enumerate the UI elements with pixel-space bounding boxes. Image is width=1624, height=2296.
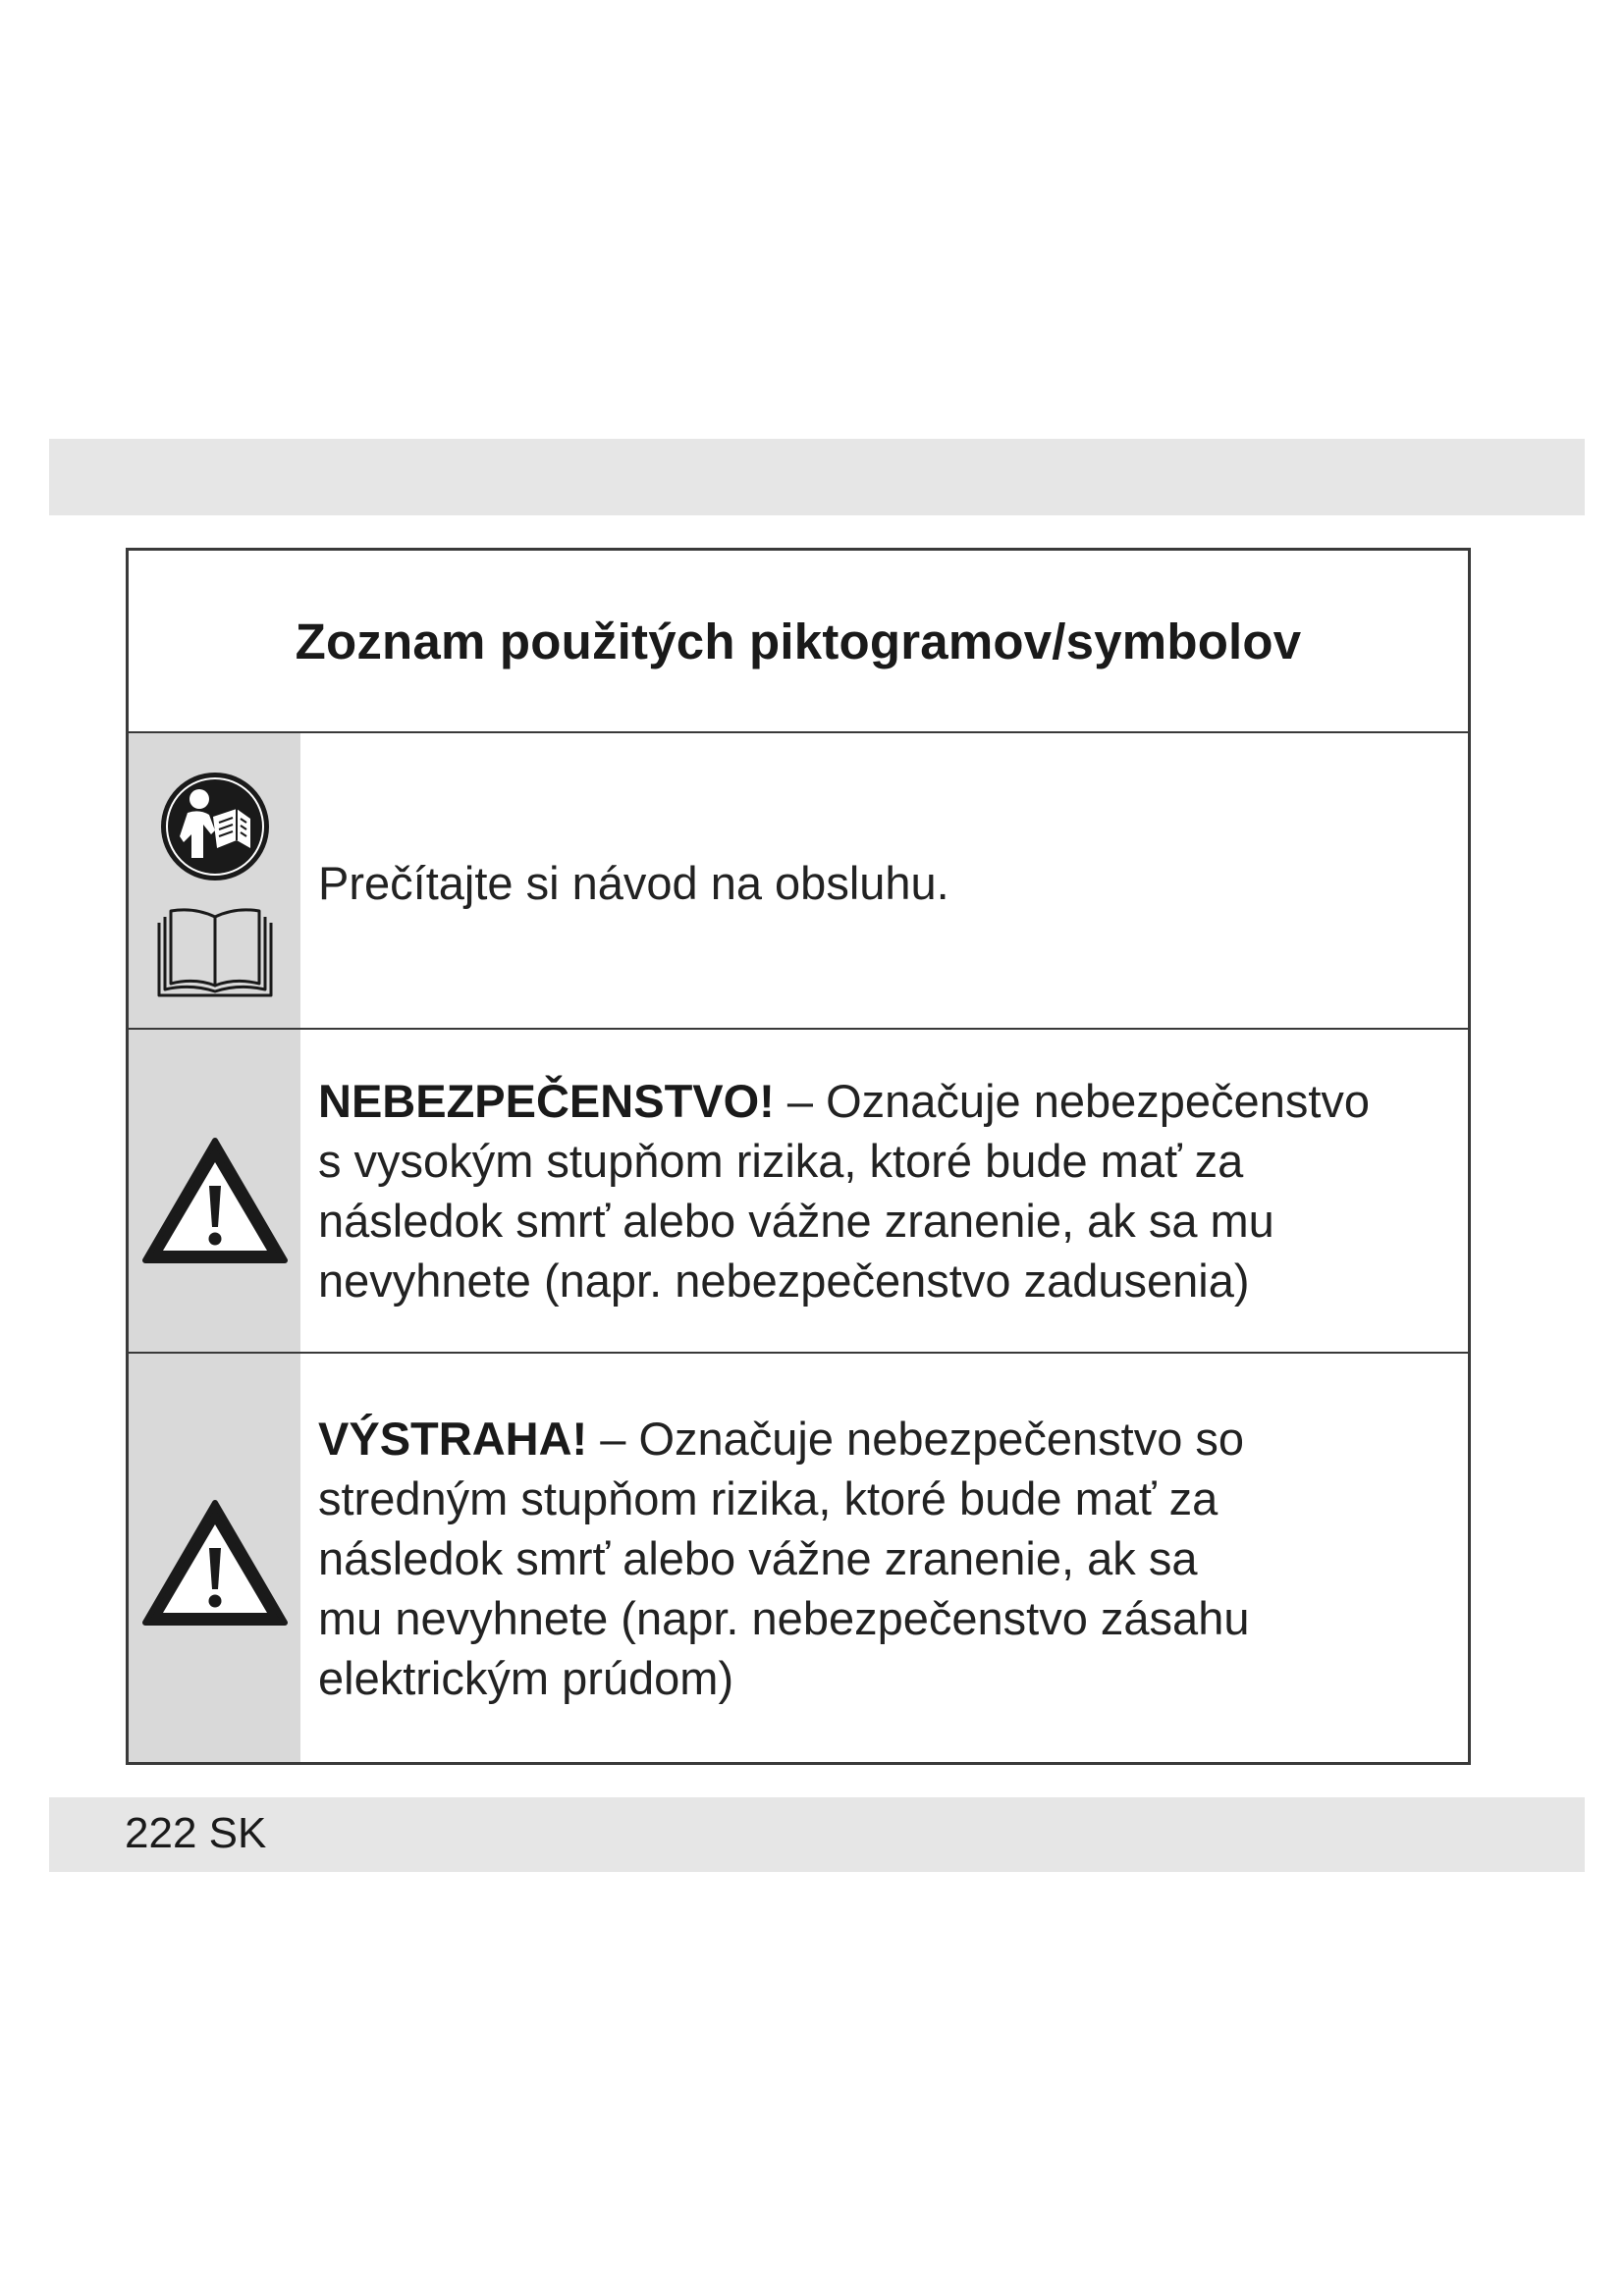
- row-description: [318, 1409, 1249, 1708]
- symbols-table: [126, 548, 1471, 1765]
- table-row-read-manual: [129, 733, 1468, 1028]
- icon-cell: [129, 1030, 300, 1352]
- row-text: [300, 1354, 1468, 1762]
- page-number: 222 SK: [125, 1809, 267, 1857]
- row-body: Prečítajte si návod na obsluhu.: [318, 856, 949, 909]
- row-text: [300, 733, 1468, 1028]
- row-label: VÝSTRAHA!: [318, 1412, 588, 1465]
- row-label: NEBEZPEČENSTVO!: [318, 1075, 775, 1127]
- warning-triangle-icon: [141, 1497, 289, 1629]
- table-row-warning: [129, 1352, 1468, 1762]
- read-manual-icon: [158, 770, 272, 883]
- table-title: Zoznam použitých piktogramov/symbolov: [295, 613, 1302, 669]
- icon-cell: [129, 733, 300, 1028]
- row-description: [318, 853, 949, 913]
- row-body: – Označuje nebezpečenstvo s vysokým stupňom rizika, ktoré bude mať za následok smrť alebo vážne zranenie, ak sa mu nevyhnete (napr. nebezpečenstvo zadusenia): [318, 1075, 1371, 1307]
- row-description: [318, 1071, 1370, 1310]
- warning-triangle-icon: [141, 1135, 289, 1266]
- header-band: [49, 439, 1585, 515]
- table-header: [129, 551, 1468, 733]
- row-text: [300, 1030, 1468, 1352]
- footer-band: [49, 1797, 1585, 1872]
- row-body: – Označuje nebezpečenstvo so stredným stupňom rizika, ktoré bude mať za následok smrť alebo vážne zranenie, ak sa mu nevyhnete (napr. nebezpečenstvo zásahu elektrickým prúdom): [318, 1412, 1250, 1704]
- open-book-icon: [155, 903, 275, 1001]
- icon-cell: [129, 1354, 300, 1762]
- table-row-danger: [129, 1028, 1468, 1352]
